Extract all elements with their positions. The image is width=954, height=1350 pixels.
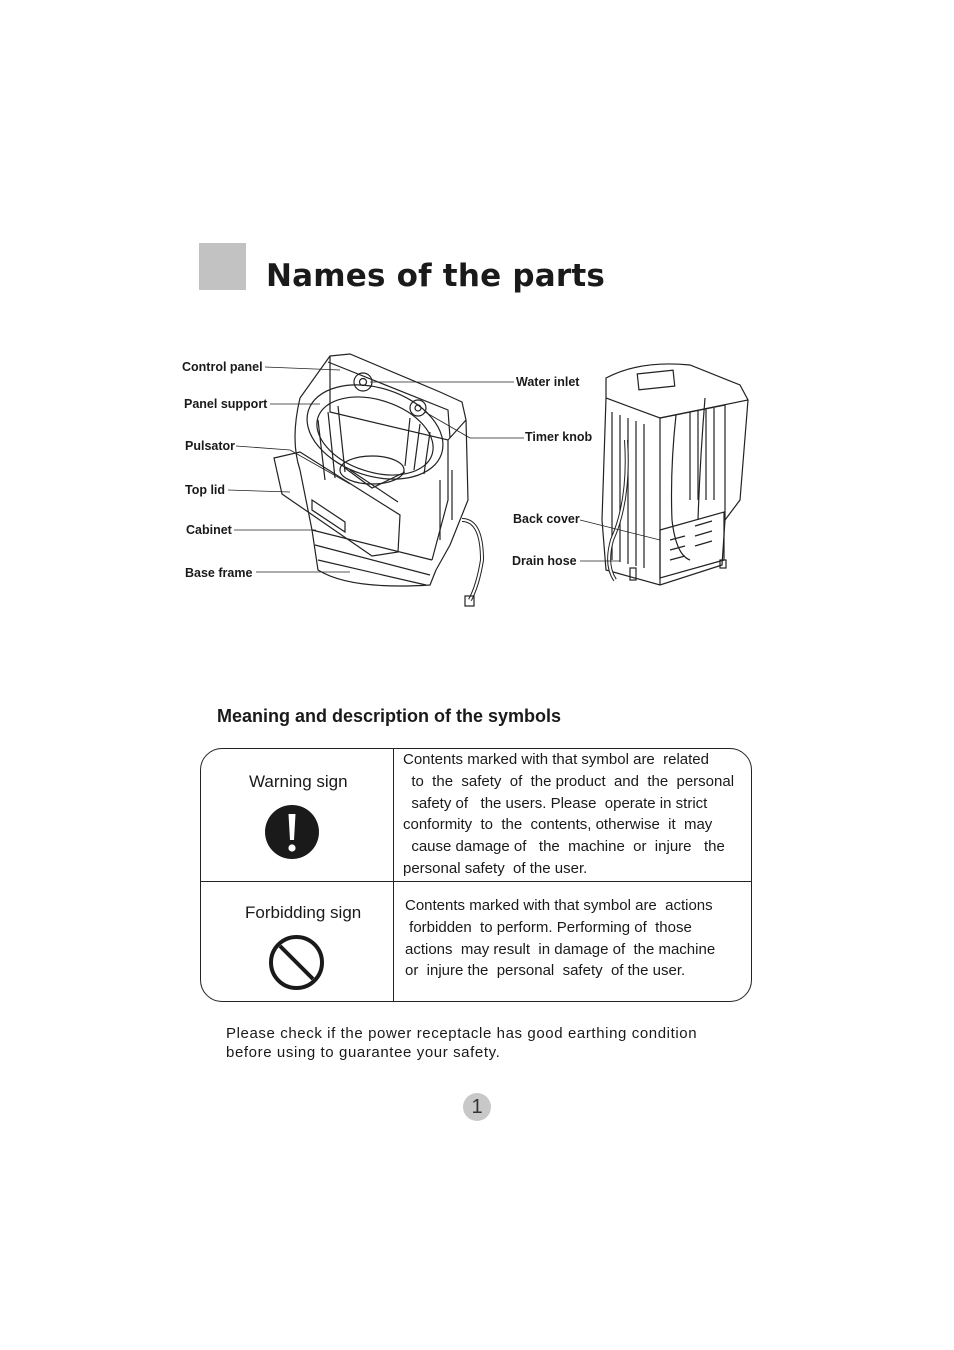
table-column-divider [393, 749, 394, 1002]
label-control-panel: Control panel [182, 360, 263, 374]
prohibited-circle-icon [268, 934, 325, 991]
table-row-divider [201, 881, 752, 882]
label-drain-hose: Drain hose [512, 554, 577, 568]
safety-note: Please check if the power receptacle has good earthing condition before using to guarantee your safety. [226, 1025, 698, 1061]
label-panel-support: Panel support [184, 397, 268, 411]
forbidding-description: Contents marked with that symbol are actions forbidden to perform. Performing of those actions may result in damage of the machine or injure the personal safety of the user. [405, 897, 716, 980]
label-back-cover: Back cover [513, 512, 580, 526]
label-water-inlet: Water inlet [516, 375, 580, 389]
label-top-lid: Top lid [185, 483, 226, 497]
label-pulsator: Pulsator [185, 439, 236, 453]
page-number: 1 [463, 1093, 491, 1121]
warning-description: Contents marked with that symbol are related to the safety of the product and the personal safety of the users. Please operate in strict conformity to the contents, otherwise it may cause damage of the machine or injure the personal safety of the user. [403, 751, 735, 877]
label-base-frame: Base frame [185, 566, 253, 580]
warning-sign-label: Warning sign [249, 772, 348, 791]
back-view-machine [602, 364, 748, 585]
label-timer-knob: Timer knob [525, 430, 593, 444]
exclamation-circle-icon [264, 804, 320, 860]
page-title: Names of the parts [266, 258, 605, 294]
symbols-heading: Meaning and description of the symbols [217, 706, 562, 726]
label-cabinet: Cabinet [186, 523, 232, 537]
front-view-machine [274, 354, 482, 606]
forbidding-sign-label: Forbidding sign [245, 903, 362, 922]
leader-lines [228, 367, 660, 572]
